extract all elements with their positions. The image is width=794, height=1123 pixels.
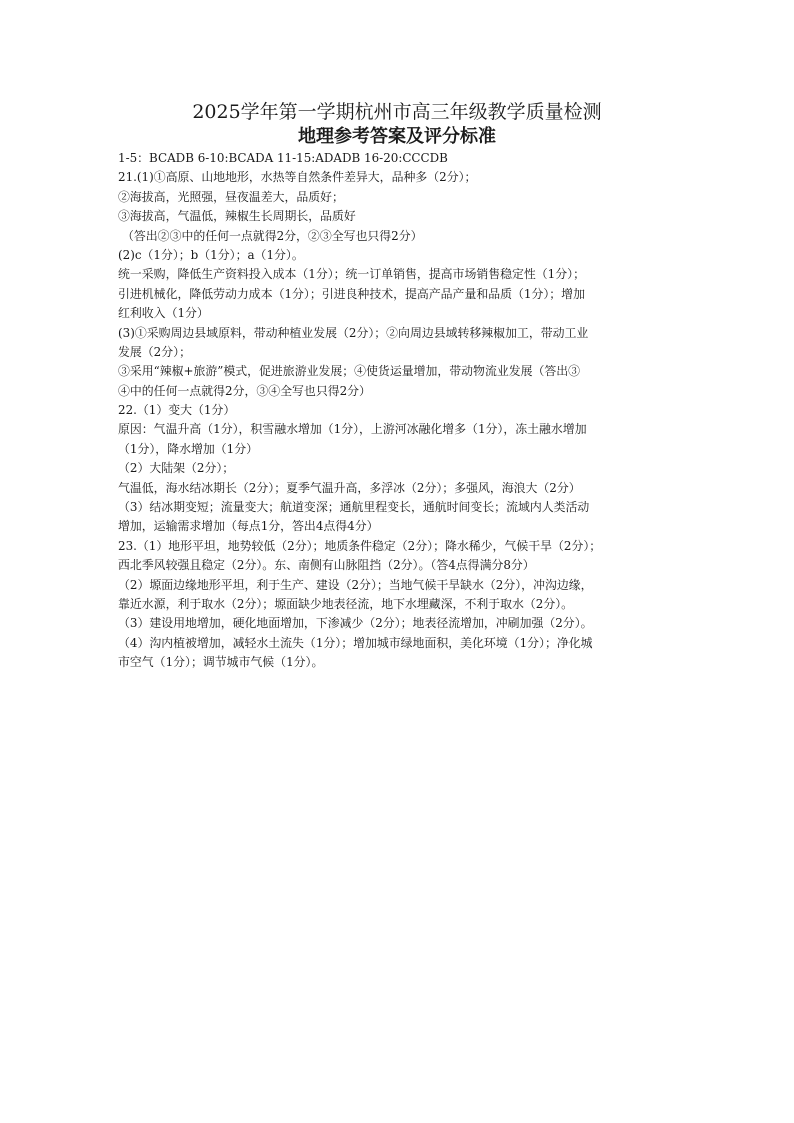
answer-line-22-1: 22.（1）变大（1分） [118, 403, 236, 418]
answer-line-21-1-note: （答出②③中的任何一点就得2分，②③全写也只得2分） [122, 228, 423, 243]
answer-line-23-4-a: 市空气（1分）；调节城市气候（1分）。 [118, 655, 324, 670]
answer-line-23-2: （2）塬面边缘地形平坦，利于生产、建设（2分）；当地气候干旱缺水（2分），冲沟边缘， [118, 577, 593, 592]
document-subtitle: 地理参考答案及评分标准 [298, 126, 496, 147]
answer-line-21-1-b: ②海拔高，光照强，昼夜温差大，品质好； [118, 189, 344, 204]
answer-line-23-1-a: 西北季风较强且稳定（2分）。东、南侧有山脉阻挡（2分）。（答4点得满分8分） [118, 558, 535, 573]
answer-line-21-2-a: 统一采购，降低生产资料投入成本（1分）；统一订单销售，提高市场销售稳定性（1分）； [118, 267, 585, 282]
answer-line-21-3-a: 发展（2分）； [118, 344, 191, 359]
document-title: 2025学年第一学期杭州市高三年级教学质量检测 [192, 101, 602, 123]
answer-line-21-1-c: ③海拔高，气温低，辣椒生长周期长，品质好 [118, 209, 356, 224]
answer-line-choice: 1-5：BCADB 6-10:BCADA 11-15:ADADB 16-20:CCCDB [118, 151, 448, 165]
answer-line-22-2-a: 气温低，海水结冰期长（2分）；夏季气温升高，多浮冰（2分）；多强风，海浪大（2分） [118, 480, 581, 495]
answer-line-22-3-a: 增加，运输需求增加（每点1分，答出4点得4分） [118, 519, 379, 534]
answer-line-21-3: (3)①采购周边县域原料，带动种植业发展（2分）；②向周边县域转移辣椒加工，带动工业 [118, 325, 589, 340]
answer-line-23-2-a: 靠近水源，利于取水（2分）；塬面缺少地表径流，地下水埋藏深，不利于取水（2分）。 [118, 596, 574, 611]
answer-line-21-2-b: 引进机械化，降低劳动力成本（1分）；引进良种技术，提高产品产量和品质（1分）；增加 [118, 286, 585, 301]
answer-line-22-1-b: （1分），降水增加（1分） [118, 441, 258, 456]
answer-line-21-3-c: ④中的任何一点就得2分，③④全写也只得2分） [118, 383, 371, 398]
answer-line-21-3-b: ③采用“辣椒+旅游”模式，促进旅游业发展；④使货运量增加，带动物流业发展（答出③ [118, 364, 581, 379]
answer-line-22-1-a: 原因：气温升高（1分），积雪融水增加（1分），上游河冰融化增多（1分），冻土融水增加 [118, 422, 587, 437]
answer-body [118, 149, 688, 673]
answer-line-21-2: (2)c（1分）；b（1分）；a（1分）。 [118, 247, 304, 262]
answer-line-22-3: （3）结冰期变短；流量变大；航道变深；通航里程变长，通航时间变长；流域内人类活动 [118, 500, 590, 515]
answer-line-23-1: 23.（1）地形平坦，地势较低（2分）；地质条件稳定（2分）；降水稀少，气候干旱（2分）； [118, 538, 602, 553]
answer-line-23-4: （4）沟内植被增加，减轻水土流失（1分）；增加城市绿地面积，美化环境（1分）；净化城 [118, 635, 593, 650]
answer-line-21-1: 21.(1)①高原、山地地形，水热等自然条件差异大，品种多（2分）； [118, 170, 477, 185]
answer-line-21-2-c: 红利收入（1分） [118, 306, 209, 321]
answer-line-22-2: （2）大陆架（2分）； [118, 461, 235, 476]
answer-line-23-3: （3）建设用地增加，硬化地面增加，下渗减少（2分）；地表径流增加，冲刷加强（2分）。 [118, 616, 593, 631]
